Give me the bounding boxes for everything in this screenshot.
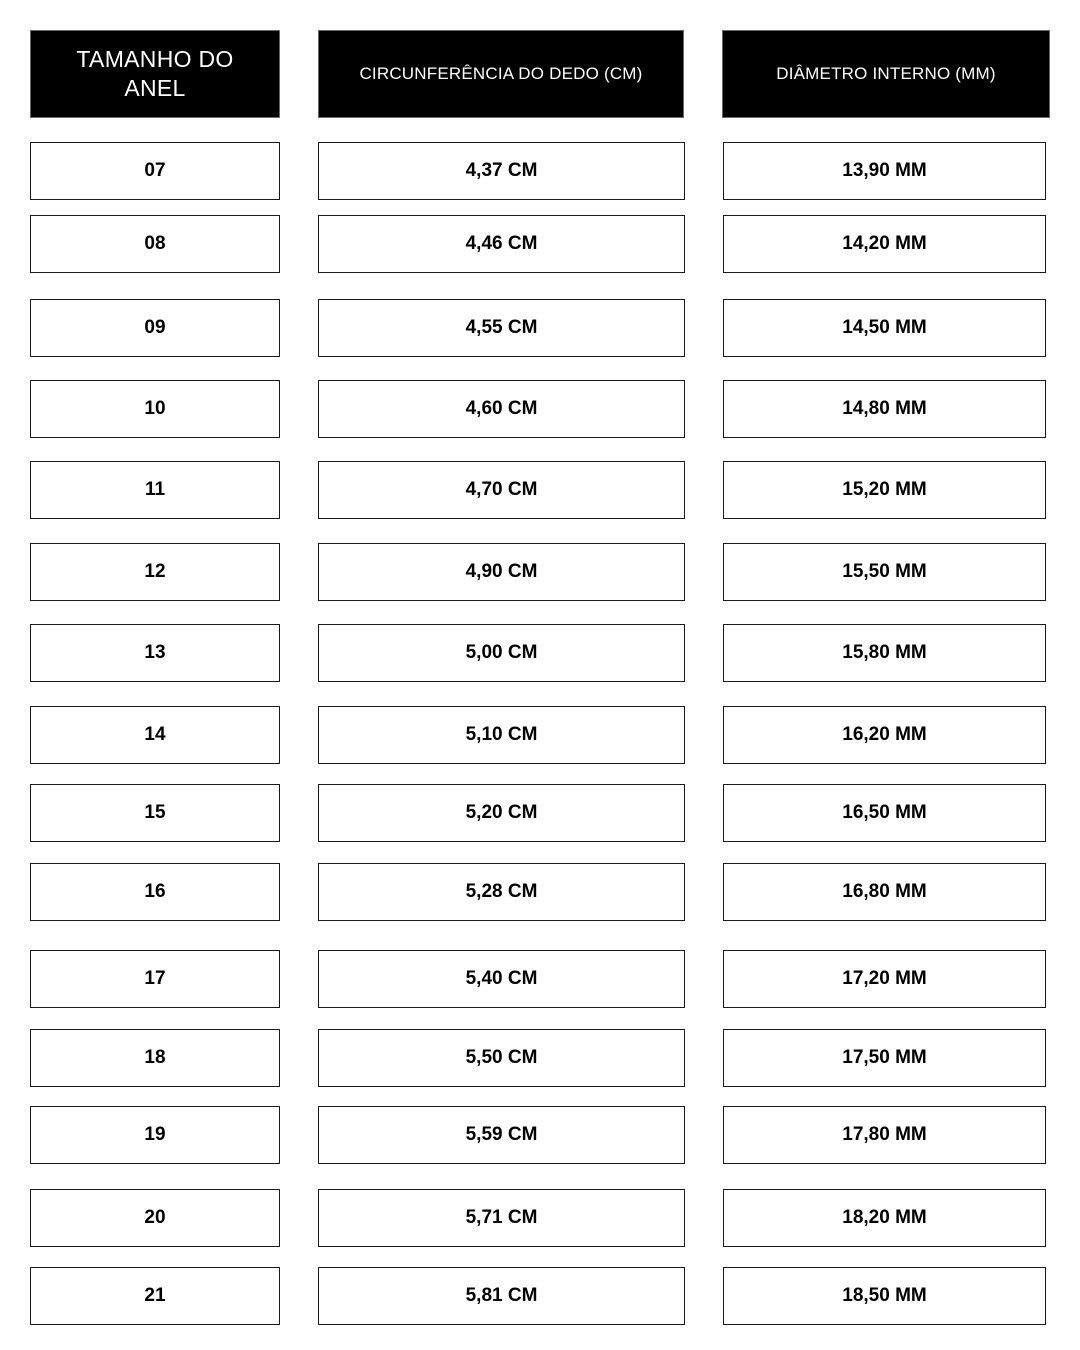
header-finger-circumference: CIRCUNFERÊNCIA DO DEDO (CM) (318, 30, 684, 118)
diameter-cell: 16,50 MM (723, 784, 1046, 842)
diameter-cell: 16,20 MM (723, 706, 1046, 764)
ring-size-cell: 21 (30, 1267, 280, 1325)
ring-size-cell: 08 (30, 215, 280, 273)
ring-size-cell: 09 (30, 299, 280, 357)
ring-size-cell: 19 (30, 1106, 280, 1164)
circumference-cell: 4,46 CM (318, 215, 685, 273)
diameter-cell: 18,50 MM (723, 1267, 1046, 1325)
circumference-cell: 5,28 CM (318, 863, 685, 921)
ring-size-cell: 12 (30, 543, 280, 601)
ring-size-cell: 17 (30, 950, 280, 1008)
header-ring-size: TAMANHO DO ANEL (30, 30, 280, 118)
ring-size-cell: 13 (30, 624, 280, 682)
ring-size-cell: 20 (30, 1189, 280, 1247)
ring-size-cell: 14 (30, 706, 280, 764)
circumference-cell: 4,37 CM (318, 142, 685, 200)
diameter-cell: 17,50 MM (723, 1029, 1046, 1087)
diameter-cell: 14,20 MM (723, 215, 1046, 273)
circumference-cell: 5,81 CM (318, 1267, 685, 1325)
circumference-cell: 4,60 CM (318, 380, 685, 438)
diameter-cell: 18,20 MM (723, 1189, 1046, 1247)
circumference-cell: 5,10 CM (318, 706, 685, 764)
circumference-cell: 5,00 CM (318, 624, 685, 682)
diameter-cell: 14,80 MM (723, 380, 1046, 438)
circumference-cell: 5,50 CM (318, 1029, 685, 1087)
ring-size-cell: 07 (30, 142, 280, 200)
diameter-cell: 13,90 MM (723, 142, 1046, 200)
diameter-cell: 15,80 MM (723, 624, 1046, 682)
diameter-cell: 16,80 MM (723, 863, 1046, 921)
ring-size-cell: 10 (30, 380, 280, 438)
circumference-cell: 4,90 CM (318, 543, 685, 601)
ring-size-cell: 11 (30, 461, 280, 519)
ring-size-cell: 16 (30, 863, 280, 921)
diameter-cell: 15,50 MM (723, 543, 1046, 601)
header-inner-diameter: DIÂMETRO INTERNO (MM) (722, 30, 1050, 118)
diameter-cell: 17,80 MM (723, 1106, 1046, 1164)
circumference-cell: 4,70 CM (318, 461, 685, 519)
ring-size-cell: 18 (30, 1029, 280, 1087)
ring-size-cell: 15 (30, 784, 280, 842)
diameter-cell: 14,50 MM (723, 299, 1046, 357)
diameter-cell: 15,20 MM (723, 461, 1046, 519)
circumference-cell: 5,40 CM (318, 950, 685, 1008)
circumference-cell: 5,59 CM (318, 1106, 685, 1164)
circumference-cell: 5,71 CM (318, 1189, 685, 1247)
diameter-cell: 17,20 MM (723, 950, 1046, 1008)
circumference-cell: 5,20 CM (318, 784, 685, 842)
circumference-cell: 4,55 CM (318, 299, 685, 357)
